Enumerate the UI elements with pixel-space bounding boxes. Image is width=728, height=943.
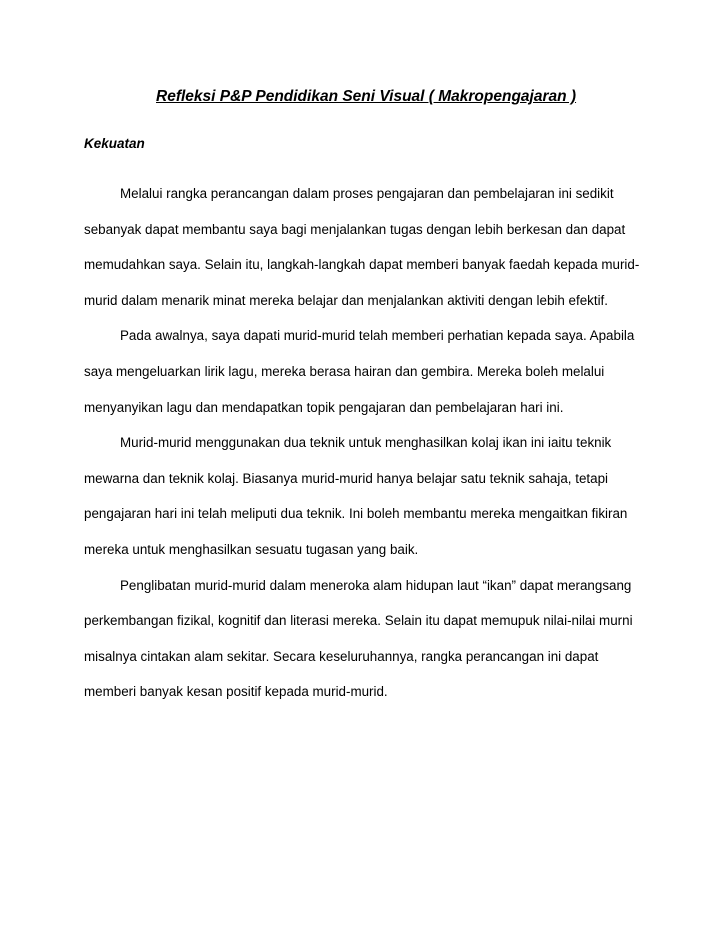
section-heading-kekuatan: Kekuatan xyxy=(84,136,145,151)
paragraph: Pada awalnya, saya dapati murid-murid telah memberi perhatian kepada saya. Apabila saya mengeluarkan lirik lagu, mereka berasa hairan dan gembira. Mereka boleh melalui menyanyikan lagu dan mendapatkan topik pengajaran dan pembelajaran hari ini. xyxy=(84,328,635,415)
document-title: Refleksi P&P Pendidikan Seni Visual ( Makropengajaran ) xyxy=(156,88,577,105)
body-text xyxy=(84,176,644,710)
paragraph: Melalui rangka perancangan dalam proses pengajaran dan pembelajaran ini sedikit sebanyak dapat membantu saya bagi menjalankan tugas dengan lebih berkesan dan dapat memudahkan saya. Selain itu, langkah-langkah dapat memberi banyak faedah kepada murid-murid dalam menarik minat mereka belajar dan menjalankan aktiviti dengan lebih efektif. xyxy=(84,186,640,308)
paragraph: Murid-murid menggunakan dua teknik untuk menghasilkan kolaj ikan ini iaitu teknik mewarna dan teknik kolaj. Biasanya murid-murid hanya belajar satu teknik sahaja, tetapi pengajaran hari ini telah meliputi dua teknik. Ini boleh membantu mereka mengaitkan fikiran mereka untuk menghasilkan sesuatu tugasan yang baik. xyxy=(84,435,628,557)
paragraph: Penglibatan murid-murid dalam meneroka alam hidupan laut “ikan” dapat merangsang perkembangan fizikal, kognitif dan literasi mereka. Selain itu dapat memupuk nilai-nilai murni misalnya cintakan alam sekitar. Secara keseluruhannya, rangka perancangan ini dapat memberi banyak kesan positif kepada murid-murid. xyxy=(84,577,633,700)
